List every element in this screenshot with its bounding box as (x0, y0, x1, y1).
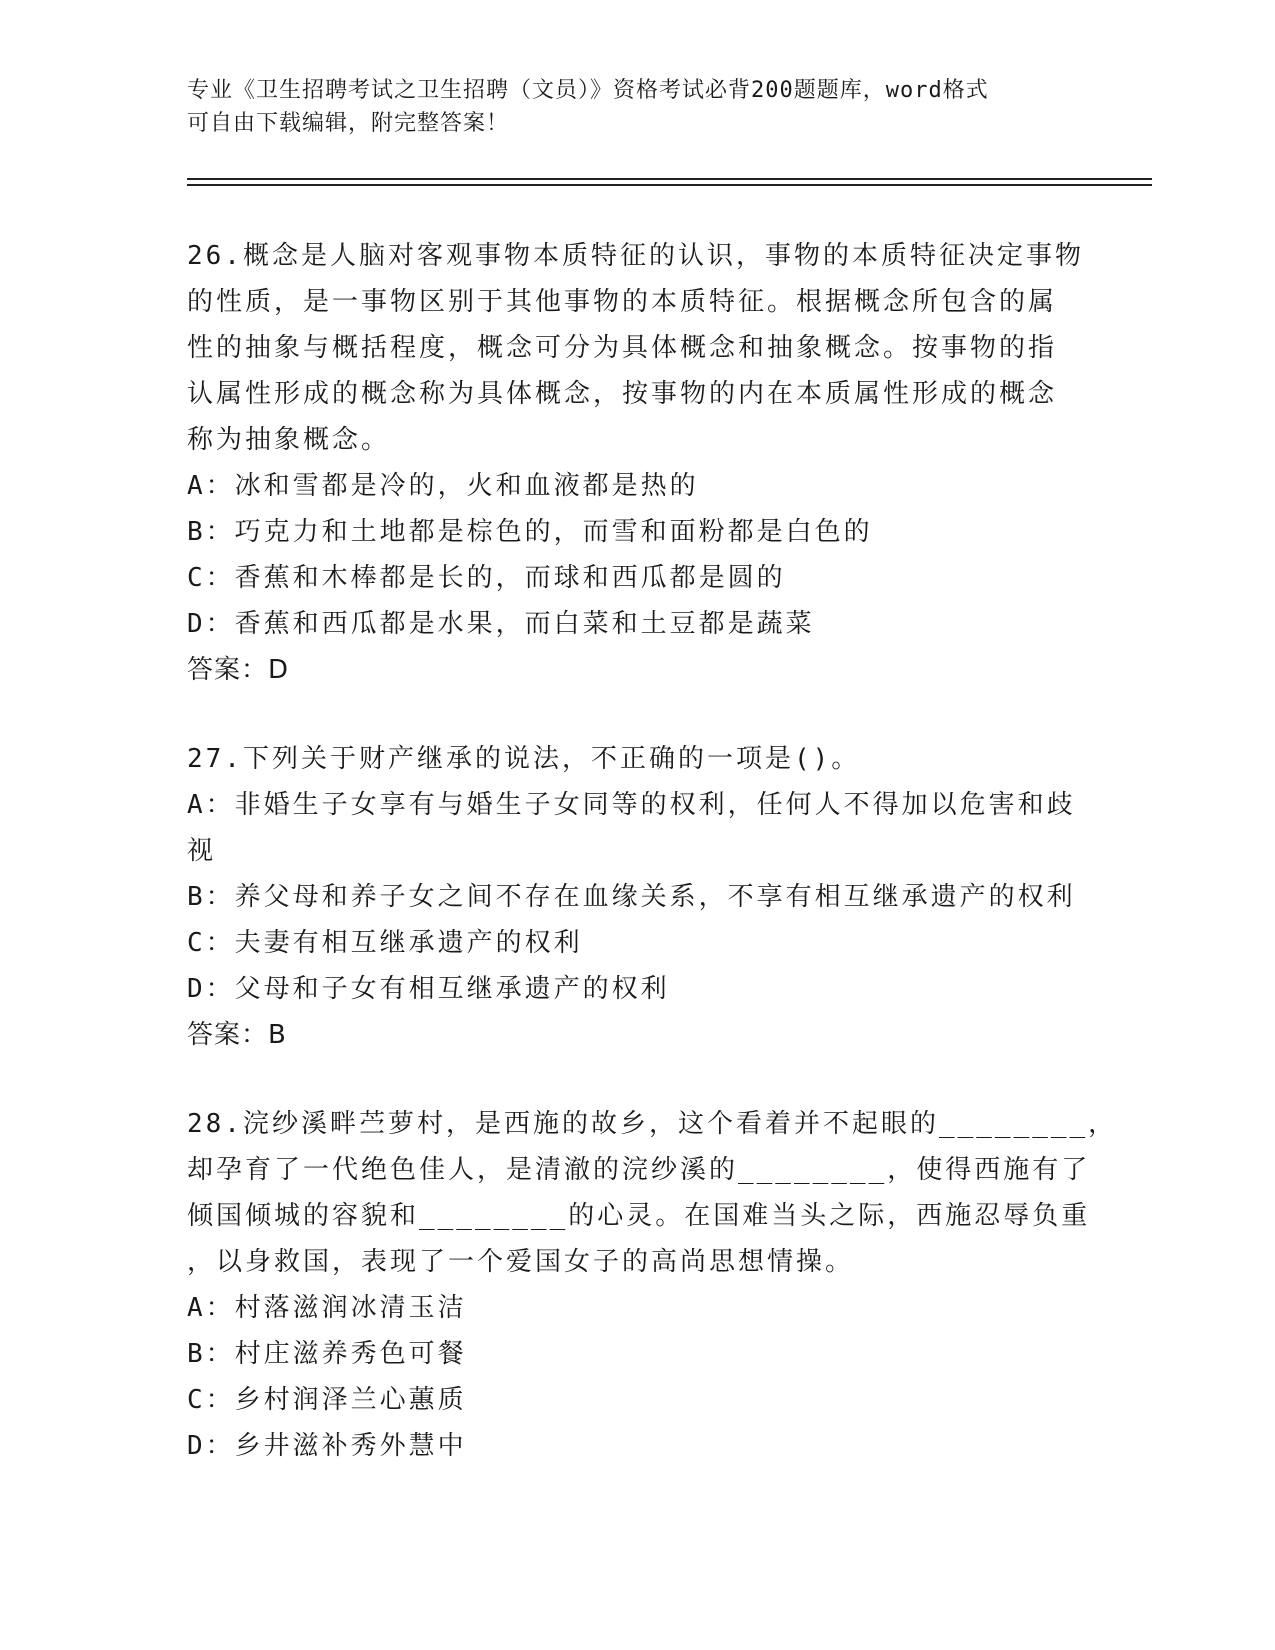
option-a: A：非婚生子女享有与婚生子女同等的权利，任何人不得加以危害和歧 (187, 790, 1076, 820)
option-d: D：父母和子女有相互继承遗产的权利 (187, 974, 670, 1004)
question-28 (187, 1101, 1118, 1469)
option-c: C：乡村润泽兰心蕙质 (187, 1385, 467, 1415)
question-26 (187, 233, 1087, 693)
question-stem-line: ，以身救国，表现了一个爱国女子的高尚思想情操。 (187, 1247, 855, 1277)
header-divider-bottom (187, 184, 1152, 186)
option-d: D：香蕉和西瓜都是水果，而白菜和土豆都是蔬菜 (187, 609, 815, 639)
option-c: C：夫妻有相互继承遗产的权利 (187, 928, 583, 958)
option-a-continued: 视 (187, 836, 217, 866)
option-d: D：乡井滋补秀外慧中 (187, 1431, 467, 1461)
header-divider-top (187, 178, 1152, 180)
option-a: A：村落滋润冰清玉洁 (187, 1293, 467, 1323)
question-stem-line: 28.浣纱溪畔苎萝村，是西施的故乡，这个看着并不起眼的________， (187, 1109, 1118, 1139)
option-b: B：养父母和养子女之间不存在血缘关系，不享有相互继承遗产的权利 (187, 882, 1076, 912)
option-b: B：村庄滋养秀色可餐 (187, 1339, 467, 1369)
document-header (187, 74, 1087, 140)
option-c: C：香蕉和木棒都是长的，而球和西瓜都是圆的 (187, 563, 786, 593)
header-line-1: 专业《卫生招聘考试之卫生招聘（文员）》资格考试必背200题题库，word格式 (187, 78, 989, 103)
question-stem-line: 倾国倾城的容貌和________的心灵。在国难当头之际，西施忍辱负重 (187, 1201, 1091, 1231)
question-stem-line: 27.下列关于财产继承的说法，不正确的一项是()。 (187, 744, 861, 774)
answer-line: 答案：B (187, 1020, 287, 1050)
question-27 (187, 736, 1087, 1058)
answer-line: 答案：D (187, 655, 290, 685)
question-stem-line: 却孕育了一代绝色佳人，是清澈的浣纱溪的________，使得西施有了 (187, 1155, 1091, 1185)
question-stem-line: 26.概念是人脑对客观事物本质特征的认识，事物的本质特征决定事物 (187, 241, 1084, 271)
header-line-2: 可自由下载编辑，附完整答案！ (187, 111, 510, 136)
question-stem-line: 称为抽象概念。 (187, 425, 391, 455)
question-stem-line: 的性质，是一事物区别于其他事物的本质特征。根据概念所包含的属 (187, 287, 1058, 317)
question-stem-line: 认属性形成的概念称为具体概念，按事物的内在本质属性形成的概念 (187, 379, 1058, 409)
question-stem-line: 性的抽象与概括程度，概念可分为具体概念和抽象概念。按事物的指 (187, 333, 1058, 363)
option-a: A：冰和雪都是冷的，火和血液都是热的 (187, 471, 699, 501)
option-b: B：巧克力和土地都是棕色的，而雪和面粉都是白色的 (187, 517, 873, 547)
